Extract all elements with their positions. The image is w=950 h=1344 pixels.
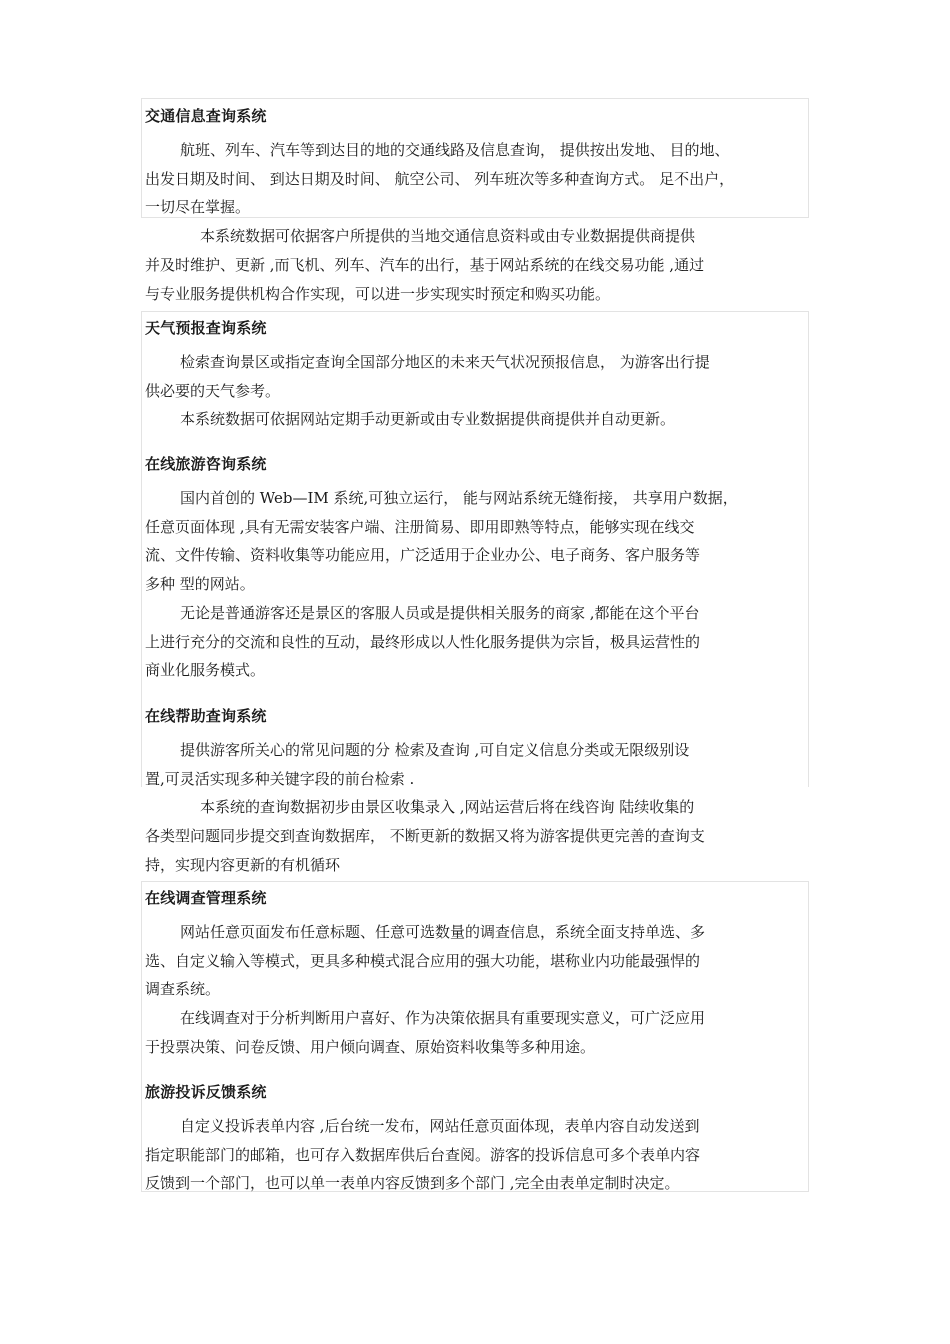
text-line: 一切尽在掌握。 xyxy=(145,198,251,217)
text-line: 并及时维护、更新 ,而飞机、列车、汽车的出行，基于网站系统的在线交易功能 ,通过 xyxy=(145,255,705,274)
text-line: 本系统的查询数据初步由景区收集录入 ,网站运营后将在线咨询 陆续收集的 xyxy=(200,798,695,817)
text-line: 各类型问题同步提交到查询数据库， 不断更新的数据又将为游客提供更完善的查询支 xyxy=(145,827,705,846)
section-title: 旅游投诉反馈系统 xyxy=(145,1083,267,1101)
text-line: 多种 型的网站。 xyxy=(145,575,255,594)
paragraph xyxy=(145,484,810,599)
text-line: 上进行充分的交流和良性的互动，最终形成以人性化服务提供为宗旨，极具运营性的 xyxy=(145,632,701,651)
section-survey xyxy=(145,885,810,1062)
section-traffic xyxy=(145,103,810,308)
section-weather xyxy=(145,315,810,434)
text-line: 置,可灵活实现多种关键字段的前台检索 . xyxy=(145,769,415,788)
section-complaint xyxy=(145,1079,810,1198)
section-consulting xyxy=(145,451,810,685)
paragraph xyxy=(145,918,810,1004)
text-line: 提供游客所关心的常见问题的分 检索及查询 ,可自定义信息分类或无限级别设 xyxy=(180,741,690,759)
paragraph xyxy=(145,348,810,405)
text-line: 网站任意页面发布任意标题、任意可选数量的调查信息，系统全面支持单选、多 xyxy=(180,923,706,941)
text-line: 航班、列车、汽车等到达目的地的交通线路及信息查询， 提供按出发地、 目的地、 xyxy=(180,141,730,159)
section-help xyxy=(145,703,810,880)
text-line: 于投票决策、问卷反馈、用户倾向调查、原始资料收集等多种用途。 xyxy=(145,1037,596,1056)
text-line: 供必要的天气参考。 xyxy=(145,381,281,400)
section-title: 天气预报查询系统 xyxy=(145,319,267,337)
paragraph xyxy=(145,1112,810,1198)
text-line: 持，实现内容更新的有机循环 xyxy=(145,855,341,874)
text-line: 指定职能部门的邮箱，也可存入数据库供后台查阅。游客的投诉信息可多个表单内容 xyxy=(145,1145,701,1164)
section-title: 在线旅游咨询系统 xyxy=(145,455,267,473)
text-line: 检索查询景区或指定查询全国部分地区的未来天气状况预报信息， 为游客出行提 xyxy=(180,353,710,371)
text-line: 自定义投诉表单内容 ,后台统一发布，网站任意页面体现，表单内容自动发送到 xyxy=(180,1117,700,1135)
paragraph xyxy=(145,599,810,685)
text-line: 流、文件传输、资料收集等功能应用，广泛适用于企业办公、电子商务、客户服务等 xyxy=(145,546,701,565)
text-line: 本系统数据可依据网站定期手动更新或由专业数据提供商提供并自动更新。 xyxy=(180,410,676,429)
text-line: 选、自定义输入等模式，更具多种模式混合应用的强大功能，堪称业内功能最强悍的 xyxy=(145,951,701,970)
text-line: 国内首创的 Web—IM 系统,可独立运行， 能与网站系统无缝衔接， 共享用户数据， xyxy=(180,489,738,507)
paragraph xyxy=(145,1004,810,1061)
text-line: 与专业服务提供机构合作实现，可以进一步实现实时预定和购买功能。 xyxy=(145,284,611,303)
text-line: 在线调查对于分析判断用户喜好、作为决策依据具有重要现实意义，可广泛应用 xyxy=(180,1009,706,1028)
paragraph xyxy=(145,222,810,308)
paragraph xyxy=(145,136,810,222)
section-title: 在线调查管理系统 xyxy=(145,889,267,907)
text-line: 调查系统。 xyxy=(145,980,221,999)
text-line: 出发日期及时间、 到达日期及时间、 航空公司、 列车班次等多种查询方式。 足不出户， xyxy=(145,169,735,188)
text-line: 任意页面体现 ,具有无需安装客户端、注册简易、即用即熟等特点，能够实现在线交 xyxy=(145,517,695,536)
section-title: 交通信息查询系统 xyxy=(145,107,267,125)
text-line: 商业化服务模式。 xyxy=(145,661,266,680)
paragraph xyxy=(145,793,810,879)
paragraph xyxy=(145,736,810,793)
text-line: 反馈到一个部门，也可以单一表单内容反馈到多个部门 ,完全由表单定制时决定。 xyxy=(145,1174,680,1193)
paragraph xyxy=(145,405,810,434)
text-line: 无论是普通游客还是景区的客服人员或是提供相关服务的商家 ,都能在这个平台 xyxy=(180,603,700,622)
text-line: 本系统数据可依据客户所提供的当地交通信息资料或由专业数据提供商提供 xyxy=(200,227,696,246)
section-title: 在线帮助查询系统 xyxy=(145,707,267,725)
